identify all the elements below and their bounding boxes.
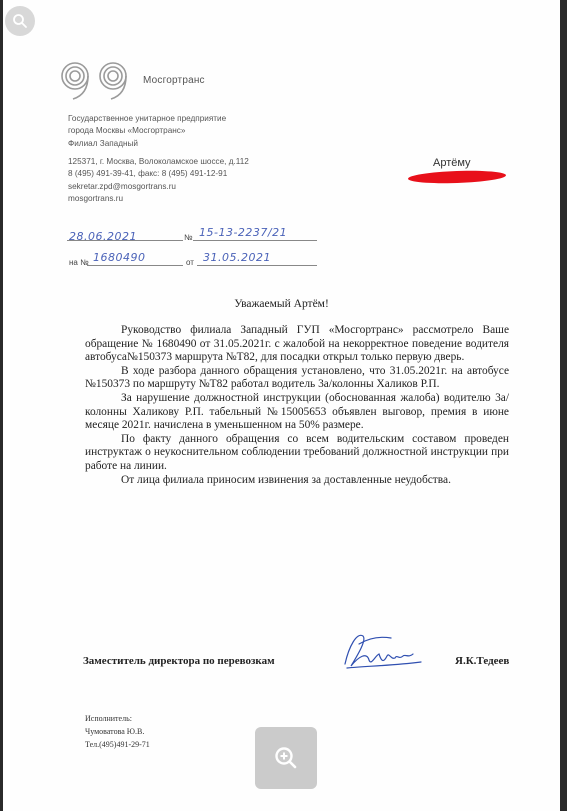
executor-phone: Тел.(495)491-29-71 [85, 740, 150, 749]
paragraph: От лица филиала приносим извинения за доставленные неудобства. [121, 473, 451, 486]
incoming-underline [87, 265, 183, 266]
org-logo [57, 60, 205, 100]
salutation: Уважаемый Артём! [234, 298, 329, 310]
outgoing-date: 28.06.2021 [69, 230, 137, 243]
phone-line: 8 (495) 491-39-41, факс: 8 (495) 491-12-91 [68, 169, 228, 179]
paragraph: Руководство филиала Западный ГУП «Мосгортранс» рассмотрело Ваше обращение № 1680490 от 31.05.2021г. с жалобой на некорректное поведение водителя автобуса№150373 маршрута №Т82, для посадки открыл только первую дверь. [85, 324, 509, 364]
outgoing-number-field [199, 226, 287, 239]
signatory-title: Заместитель директора по перевозкам [83, 655, 275, 667]
letter-body [85, 324, 509, 487]
no-label: № [184, 233, 193, 242]
outgoing-date-field [69, 230, 137, 243]
incoming-number-field [93, 251, 146, 264]
executor-name: Чумоватова Ю.В. [85, 727, 145, 736]
org-line: города Москвы «Мосгортранс» [68, 126, 186, 136]
incoming-date-underline [197, 265, 317, 266]
paragraph: За нарушение должностной инструкции (обоснованная жалоба) водителю 3а/колонны Халикову Р.П. табельный №15005653 объявлен выговор, премия в июне месяце 2021г. начислена в уменьшенном на 50% размере. [85, 391, 509, 432]
handwritten-signature [339, 626, 429, 674]
date-underline [67, 240, 183, 241]
paragraph: В ходе разбора данного обращения установлено, что 31.05.2021г. на автобусе №150373 по маршруту №Т82 работал водитель 3а/колонны Халиков Р.П. [85, 364, 509, 391]
recipient-name: Артёму [433, 157, 471, 169]
org-contacts [68, 156, 249, 205]
executor-block [85, 712, 150, 751]
incoming-date-field [203, 251, 271, 264]
number-underline [193, 240, 317, 241]
email-line: sekretar.zpd@mosgortrans.ru [68, 181, 176, 191]
address-line: 125371, г. Москва, Волоколамское шоссе, д.112 [68, 157, 249, 166]
paragraph: По факту данного обращения со всем водительским составом проведен инструктаж о неукоснительном соблюдении требований должностной инструкции при работе на линии. [85, 432, 509, 472]
website-line: mosgortrans.ru [68, 193, 124, 203]
redaction-mark [408, 169, 506, 184]
from-label: от [186, 258, 194, 267]
incoming-number: 1680490 [93, 251, 146, 264]
letter-page [3, 0, 560, 811]
org-line: Филиал Западный [68, 138, 138, 148]
org-line: Государственное унитарное предприятие [68, 114, 227, 123]
search-button[interactable] [5, 6, 35, 36]
incoming-date: 31.05.2021 [203, 251, 271, 264]
mosgortrans-logo-icon [57, 60, 137, 100]
on-label: на № [69, 258, 89, 267]
org-header [68, 113, 226, 150]
zoom-in-icon [273, 745, 299, 771]
signatory-name: Я.К.Тедеев [455, 655, 510, 667]
search-icon [12, 13, 28, 29]
zoom-button[interactable] [255, 727, 317, 789]
executor-label: Исполнитель: [85, 714, 132, 723]
outgoing-number: 15-13-2237/21 [199, 226, 288, 239]
brand-name: Мосгортранс [143, 74, 205, 86]
